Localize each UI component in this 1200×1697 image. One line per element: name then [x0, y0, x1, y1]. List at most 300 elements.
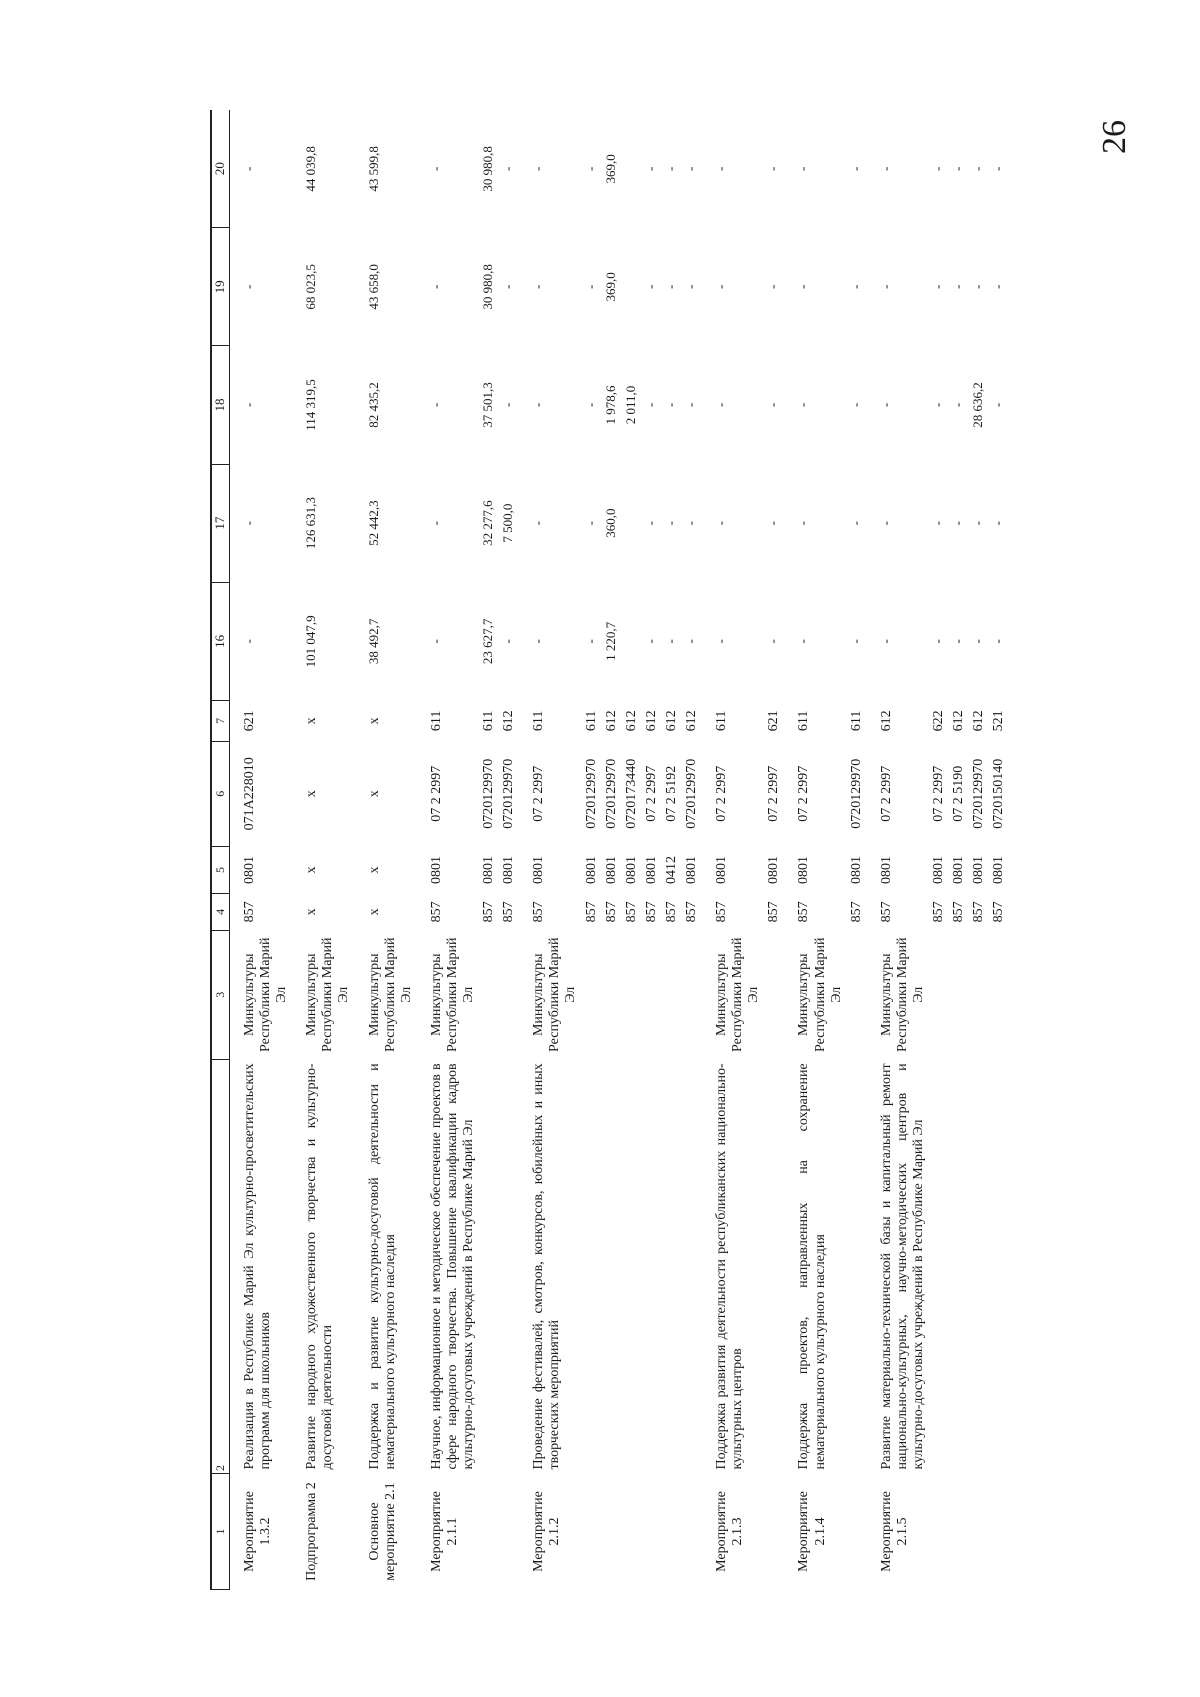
item-description-cell: Поддержка проектов, направленных на сохранение нематериального культурного наследия [796, 1063, 828, 1470]
table-row [989, 110, 1009, 1590]
responsible-cell [949, 930, 969, 1059]
value-2020-cell: - [530, 166, 546, 172]
value-2019-cell: 43 658,0 [365, 264, 381, 310]
value-2020-cell: 30 980,8 [480, 146, 496, 192]
value-2018-cell: - [930, 402, 946, 408]
value-2019-cell: - [642, 284, 658, 289]
value-2018-cell: - [642, 402, 658, 408]
value-2020-cell: - [930, 166, 946, 172]
item-number-cell [642, 1474, 662, 1590]
item-description-cell [929, 1059, 949, 1473]
target-article-cell: 07 2 2997 [931, 765, 947, 822]
value-2019-cell: - [990, 284, 1006, 289]
target-article-cell: 0720173440 [623, 758, 639, 829]
value-2019-cell: - [530, 284, 546, 289]
value-2016-cell: - [530, 639, 546, 644]
value-2016-cell [622, 582, 642, 700]
value-2017-cell: - [970, 521, 986, 526]
expense-type-cell: 611 [796, 710, 812, 732]
table-row [417, 110, 479, 1590]
target-article-cell: 0720129970 [971, 758, 987, 829]
expense-type-cell: х [304, 717, 320, 725]
responsible-cell [622, 930, 642, 1059]
table-row [479, 110, 499, 1590]
value-2018-cell: - [847, 402, 863, 408]
value-2018-cell: 1 978,6 [602, 385, 618, 425]
item-number-cell: Мероприятие 2.1.1 [428, 1491, 460, 1572]
table-body [229, 110, 1009, 1590]
value-2020-cell: - [683, 166, 698, 172]
item-number-cell: Мероприятие 2.1.5 [878, 1491, 910, 1572]
table-row [929, 110, 949, 1590]
target-article-cell: 071A228010 [241, 757, 257, 831]
value-2020-cell: - [877, 166, 893, 172]
table-row [847, 110, 867, 1590]
value-2018-cell: - [662, 402, 678, 408]
header-cell-6: 6 [211, 741, 229, 846]
item-number-cell [764, 1474, 784, 1590]
value-2018-cell: 2 011,0 [622, 385, 638, 425]
value-2019-cell: - [582, 284, 598, 289]
expense-type-cell: 611 [848, 710, 864, 732]
value-2018-cell: - [500, 402, 516, 408]
grbs-code-cell: 857 [848, 901, 864, 923]
item-number-cell: Мероприятие 1.3.2 [241, 1491, 274, 1572]
section-code-cell: х [304, 866, 320, 874]
item-number-cell [622, 1474, 642, 1590]
item-number-cell [582, 1474, 602, 1590]
expense-type-cell: 612 [951, 710, 967, 732]
item-description-cell [969, 1059, 989, 1473]
value-2017-cell: - [530, 521, 546, 526]
grbs-code-cell: 857 [663, 901, 679, 923]
item-description-cell [479, 1059, 499, 1473]
value-2019-cell: - [795, 284, 811, 289]
value-2019-cell: - [240, 284, 256, 289]
value-2017-cell: - [662, 521, 678, 526]
value-2017-cell: - [427, 521, 443, 526]
item-number-cell [847, 1474, 867, 1590]
table-row [867, 110, 929, 1590]
responsible-cell [969, 930, 989, 1059]
item-description-cell: Развитие материально-технической базы и капитальный ремонт национально-культурных, научно-методических центров и культурно-досуговых учреждений в Республике Марий Эл [878, 1063, 927, 1470]
expense-type-cell: х [366, 717, 382, 725]
item-number-cell [949, 1474, 969, 1590]
value-2020-cell: - [970, 166, 986, 172]
table-row [622, 110, 642, 1590]
responsible-cell [929, 930, 949, 1059]
value-2016-cell: - [847, 639, 863, 644]
section-code-cell: 0801 [971, 855, 987, 884]
value-2020-cell: - [500, 166, 516, 172]
value-2017-cell: - [930, 521, 946, 526]
value-2018-cell: 82 435,2 [365, 382, 381, 428]
header-row [211, 110, 229, 1590]
expense-type-cell: 611 [428, 710, 444, 732]
value-2017-cell: - [990, 521, 1006, 526]
value-2019-cell: 369,0 [602, 272, 618, 302]
header-cell-4: 4 [211, 894, 229, 930]
item-description-cell: Развитие народного художественного творчества и культурно-досуговой деятельности [304, 1063, 336, 1470]
value-2019-cell: - [950, 284, 966, 289]
grbs-code-cell: 857 [428, 901, 444, 923]
responsible-cell [662, 930, 682, 1059]
responsible-cell: Минкультуры Республики Марий Эл [714, 937, 762, 1052]
section-code-cell: 0801 [623, 855, 639, 884]
value-2016-cell: - [765, 639, 781, 644]
item-number-cell [682, 1474, 702, 1590]
value-2017-cell: - [582, 521, 598, 526]
table-row [702, 110, 764, 1590]
section-code-cell: 0801 [951, 855, 967, 884]
grbs-code-cell: 857 [878, 901, 894, 923]
value-2016-cell: - [662, 639, 678, 644]
header-cell-18: 18 [211, 346, 229, 464]
section-code-cell: 0801 [684, 855, 699, 884]
section-code-cell: 0412 [663, 855, 679, 884]
value-2019-cell [622, 228, 642, 346]
responsible-cell [642, 930, 662, 1059]
expense-type-cell: 612 [623, 710, 639, 732]
grbs-code-cell: 857 [796, 901, 812, 923]
responsible-cell: Минкультуры Республики Марий Эл [796, 937, 844, 1052]
item-description-cell [764, 1059, 784, 1473]
section-code-cell: 0801 [878, 855, 894, 884]
item-description-cell [662, 1059, 682, 1473]
value-2019-cell: - [970, 284, 986, 289]
table-row [499, 110, 519, 1590]
section-code-cell: х [366, 866, 382, 874]
item-description-cell [949, 1059, 969, 1473]
section-code-cell: 0801 [991, 855, 1007, 884]
header-cell-1: 1 [211, 1474, 229, 1590]
value-2018-cell: - [713, 402, 729, 408]
value-2019-cell: - [930, 284, 946, 289]
responsible-cell: Минкультуры Республики Марий Эл [304, 937, 352, 1052]
table-row [229, 110, 292, 1590]
value-2020-cell: - [240, 166, 256, 172]
table-row [292, 110, 354, 1590]
target-article-cell: 0720150140 [991, 758, 1007, 829]
grbs-code-cell: 857 [623, 901, 639, 923]
value-2016-cell: 1 220,7 [602, 621, 618, 661]
header-cell-3: 3 [211, 930, 229, 1059]
item-description-cell [847, 1059, 867, 1473]
value-2019-cell: - [662, 284, 678, 289]
table-row [682, 110, 702, 1590]
grbs-code-cell: 857 [241, 901, 257, 923]
section-code-cell: 0801 [603, 855, 619, 884]
expense-type-cell: 612 [663, 710, 679, 732]
item-description-cell [499, 1059, 519, 1473]
value-2020-cell: - [990, 166, 1006, 172]
value-2016-cell: - [950, 639, 966, 644]
header-cell-5: 5 [211, 846, 229, 893]
value-2018-cell: - [582, 402, 598, 408]
value-2018-cell: 37 501,3 [480, 382, 496, 428]
responsible-cell: Минкультуры Республики Марий Эл [366, 937, 414, 1052]
responsible-cell [847, 930, 867, 1059]
responsible-cell [682, 930, 702, 1059]
expense-type-cell: 612 [878, 710, 894, 732]
grbs-code-cell: 857 [603, 901, 619, 923]
section-code-cell: 0801 [428, 855, 444, 884]
target-article-cell: 07 2 2997 [643, 765, 659, 822]
rotated-table-container [210, 110, 1090, 1590]
value-2016-cell: - [582, 639, 598, 644]
value-2017-cell: 7 500,0 [500, 503, 516, 543]
item-number-cell: Мероприятие 2.1.4 [796, 1491, 828, 1572]
item-description-cell: Поддержка и развитие культурно-досуговой деятельности и нематериального культурного наследия [366, 1063, 398, 1470]
header-cell-20: 20 [211, 110, 229, 228]
expense-type-cell: 611 [583, 710, 599, 732]
item-number-cell [499, 1474, 519, 1590]
header-cell-19: 19 [211, 228, 229, 346]
value-2019-cell: - [877, 284, 893, 289]
value-2016-cell: - [683, 639, 698, 644]
grbs-code-cell: 857 [951, 901, 967, 923]
item-description-cell [622, 1059, 642, 1473]
target-article-cell: 07 2 2997 [531, 765, 547, 822]
value-2017-cell: - [847, 521, 863, 526]
section-code-cell: 0801 [501, 855, 517, 884]
grbs-code-cell: 857 [766, 901, 782, 923]
grbs-code-cell: 857 [684, 901, 699, 923]
value-2018-cell: - [765, 402, 781, 408]
value-2019-cell: - [500, 284, 516, 289]
value-2016-cell: - [877, 639, 893, 644]
grbs-code-cell: 857 [991, 901, 1007, 923]
expense-type-cell: 612 [501, 710, 517, 732]
target-article-cell: 0720129970 [603, 758, 619, 829]
target-article-cell: 0720129970 [848, 758, 864, 829]
section-code-cell: 0801 [796, 855, 812, 884]
value-2019-cell: - [713, 284, 729, 289]
table-row [949, 110, 969, 1590]
target-article-cell: 0720129970 [583, 758, 599, 829]
value-2018-cell: 28 636,2 [970, 382, 986, 428]
value-2020-cell: 44 039,8 [303, 146, 319, 192]
value-2018-cell: - [530, 402, 546, 408]
value-2016-cell: - [240, 639, 256, 644]
table-row [784, 110, 846, 1590]
value-2016-cell: - [970, 639, 986, 644]
item-number-cell: Основное мероприятие 2.1 [366, 1482, 398, 1581]
responsible-cell [602, 930, 622, 1059]
value-2020-cell: - [582, 166, 598, 172]
table-header [211, 110, 229, 1590]
target-article-cell: 07 2 2997 [428, 765, 444, 822]
value-2017-cell: - [765, 521, 781, 526]
value-2019-cell: - [683, 284, 698, 289]
grbs-code-cell: 857 [481, 901, 497, 923]
target-article-cell: 07 2 2997 [766, 765, 782, 822]
item-number-cell [479, 1474, 499, 1590]
item-number-cell [929, 1474, 949, 1590]
value-2019-cell: 68 023,5 [303, 264, 319, 310]
value-2018-cell: - [990, 402, 1006, 408]
item-number-cell: Подпрограмма 2 [304, 1482, 320, 1581]
value-2020-cell: - [847, 166, 863, 172]
value-2016-cell: 101 047,9 [303, 615, 319, 668]
section-code-cell: 0801 [848, 855, 864, 884]
item-description-cell: Реализация в Республике Марий Эл культурно-просветительских программ для школьников [241, 1063, 274, 1470]
responsible-cell: Минкультуры Республики Марий Эл [428, 937, 476, 1052]
value-2016-cell: - [990, 639, 1006, 644]
value-2017-cell: - [795, 521, 811, 526]
section-code-cell: 0801 [531, 855, 547, 884]
table-row [662, 110, 682, 1590]
value-2017-cell: - [877, 521, 893, 526]
grbs-code-cell: 857 [643, 901, 659, 923]
value-2018-cell: - [683, 402, 698, 408]
value-2020-cell: - [795, 166, 811, 172]
responsible-cell: Минкультуры Республики Марий Эл [878, 937, 927, 1052]
value-2016-cell: - [642, 639, 658, 644]
value-2017-cell: - [950, 521, 966, 526]
value-2016-cell: - [427, 639, 443, 644]
expense-type-cell: 612 [603, 710, 619, 732]
section-code-cell: 0801 [481, 855, 497, 884]
expense-type-cell: 612 [971, 710, 987, 732]
responsible-cell [989, 930, 1009, 1059]
item-description-cell [582, 1059, 602, 1473]
responsible-cell [499, 930, 519, 1059]
value-2020-cell: - [662, 166, 678, 172]
item-number-cell: Мероприятие 2.1.3 [714, 1491, 746, 1572]
item-number-cell [602, 1474, 622, 1590]
header-cell-2: 2 [211, 1059, 229, 1473]
value-2017-cell: - [683, 521, 698, 526]
table-row [642, 110, 662, 1590]
value-2016-cell: - [795, 639, 811, 644]
section-code-cell: 0801 [766, 855, 782, 884]
target-article-cell: 07 2 5190 [951, 765, 967, 822]
value-2017-cell: - [240, 521, 256, 526]
responsible-cell [582, 930, 602, 1059]
value-2020-cell: 43 599,8 [365, 146, 381, 192]
item-description-cell [602, 1059, 622, 1473]
value-2017-cell: 360,0 [602, 508, 618, 538]
value-2017-cell: 126 631,3 [303, 497, 319, 550]
target-article-cell: х [304, 790, 320, 798]
table-row [969, 110, 989, 1590]
section-code-cell: 0801 [643, 855, 659, 884]
section-code-cell: 0801 [241, 855, 257, 884]
value-2018-cell: - [950, 402, 966, 408]
item-number-cell [969, 1474, 989, 1590]
table-row [519, 110, 581, 1590]
grbs-code-cell: 857 [714, 901, 730, 923]
expense-type-cell: 611 [531, 710, 547, 732]
target-article-cell: 07 2 5192 [663, 765, 679, 822]
value-2020-cell: - [950, 166, 966, 172]
target-article-cell: 0720129970 [501, 758, 517, 829]
value-2020-cell: - [713, 166, 729, 172]
value-2016-cell: - [713, 639, 729, 644]
value-2019-cell: - [765, 284, 781, 289]
value-2019-cell: 30 980,8 [480, 264, 496, 310]
value-2020-cell: 369,0 [602, 154, 618, 184]
expense-type-cell: 612 [643, 710, 659, 732]
value-2019-cell: - [427, 284, 443, 289]
header-cell-16: 16 [211, 582, 229, 700]
expense-type-cell: 621 [766, 710, 782, 732]
value-2017-cell: - [713, 521, 729, 526]
item-number-cell [989, 1474, 1009, 1590]
table-row [764, 110, 784, 1590]
value-2016-cell: 38 492,7 [365, 618, 381, 665]
value-2018-cell: - [240, 402, 256, 408]
grbs-code-cell: х [304, 908, 320, 916]
section-code-cell: 0801 [583, 855, 599, 884]
section-code-cell: 0801 [931, 855, 947, 884]
item-description-cell: Поддержка развития деятельности республиканских национально-культурных центров [714, 1063, 746, 1470]
value-2016-cell: 23 627,7 [480, 618, 496, 665]
item-description-cell [989, 1059, 1009, 1473]
grbs-code-cell: 857 [531, 901, 547, 923]
value-2018-cell: - [427, 402, 443, 408]
responsible-cell: Минкультуры Республики Марий Эл [531, 937, 579, 1052]
header-cell-7: 7 [211, 700, 229, 741]
item-description-cell: Проведение фестивалей, смотров, конкурсов, юбилейных и иных творческих мероприятий [531, 1063, 563, 1470]
value-2016-cell: - [930, 639, 946, 644]
value-2020-cell: - [765, 166, 781, 172]
grbs-code-cell: 857 [931, 901, 947, 923]
section-code-cell: 0801 [714, 855, 730, 884]
expense-type-cell: 622 [931, 710, 947, 732]
item-description-cell [642, 1059, 662, 1473]
table-row [355, 110, 417, 1590]
expense-type-cell: 621 [241, 710, 257, 732]
expense-type-cell: 611 [714, 710, 730, 732]
item-description-cell [682, 1059, 702, 1473]
grbs-code-cell: 857 [583, 901, 599, 923]
item-number-cell [662, 1474, 682, 1590]
value-2017-cell [622, 464, 642, 582]
table-row [582, 110, 602, 1590]
item-description-cell: Научное, информационное и методическое обеспечение проектов в сфере народного творчества. Повышение квалификации кадров культурно-досуговых учреждений в Республике Марий Эл [428, 1063, 476, 1470]
value-2020-cell [622, 110, 642, 228]
responsible-cell: Минкультуры Республики Марий Эл [241, 937, 290, 1052]
target-article-cell: 0720129970 [684, 758, 699, 829]
target-article-cell: 07 2 2997 [796, 765, 812, 822]
responsible-cell [479, 930, 499, 1059]
target-article-cell: 07 2 2997 [878, 765, 894, 822]
grbs-code-cell: х [366, 908, 382, 916]
grbs-code-cell: 857 [501, 901, 517, 923]
expense-type-cell: 521 [991, 710, 1007, 732]
header-cell-17: 17 [211, 464, 229, 582]
value-2017-cell: 52 442,3 [365, 500, 381, 546]
target-article-cell: 0720129970 [481, 758, 497, 829]
expense-type-cell: 611 [481, 710, 497, 732]
target-article-cell: 07 2 2997 [714, 765, 730, 822]
table-row [602, 110, 622, 1590]
page-number: 26 [1096, 120, 1133, 154]
expense-type-cell: 612 [684, 710, 699, 732]
budget-table [210, 110, 1010, 1590]
value-2018-cell: 114 319,5 [303, 379, 319, 431]
value-2016-cell: - [500, 639, 516, 644]
value-2017-cell: 32 277,6 [480, 500, 496, 546]
value-2018-cell: - [877, 402, 893, 408]
value-2017-cell: - [642, 521, 658, 526]
value-2018-cell: - [795, 402, 811, 408]
value-2020-cell: - [427, 166, 443, 172]
item-number-cell: Мероприятие 2.1.2 [531, 1491, 563, 1572]
grbs-code-cell: 857 [971, 901, 987, 923]
